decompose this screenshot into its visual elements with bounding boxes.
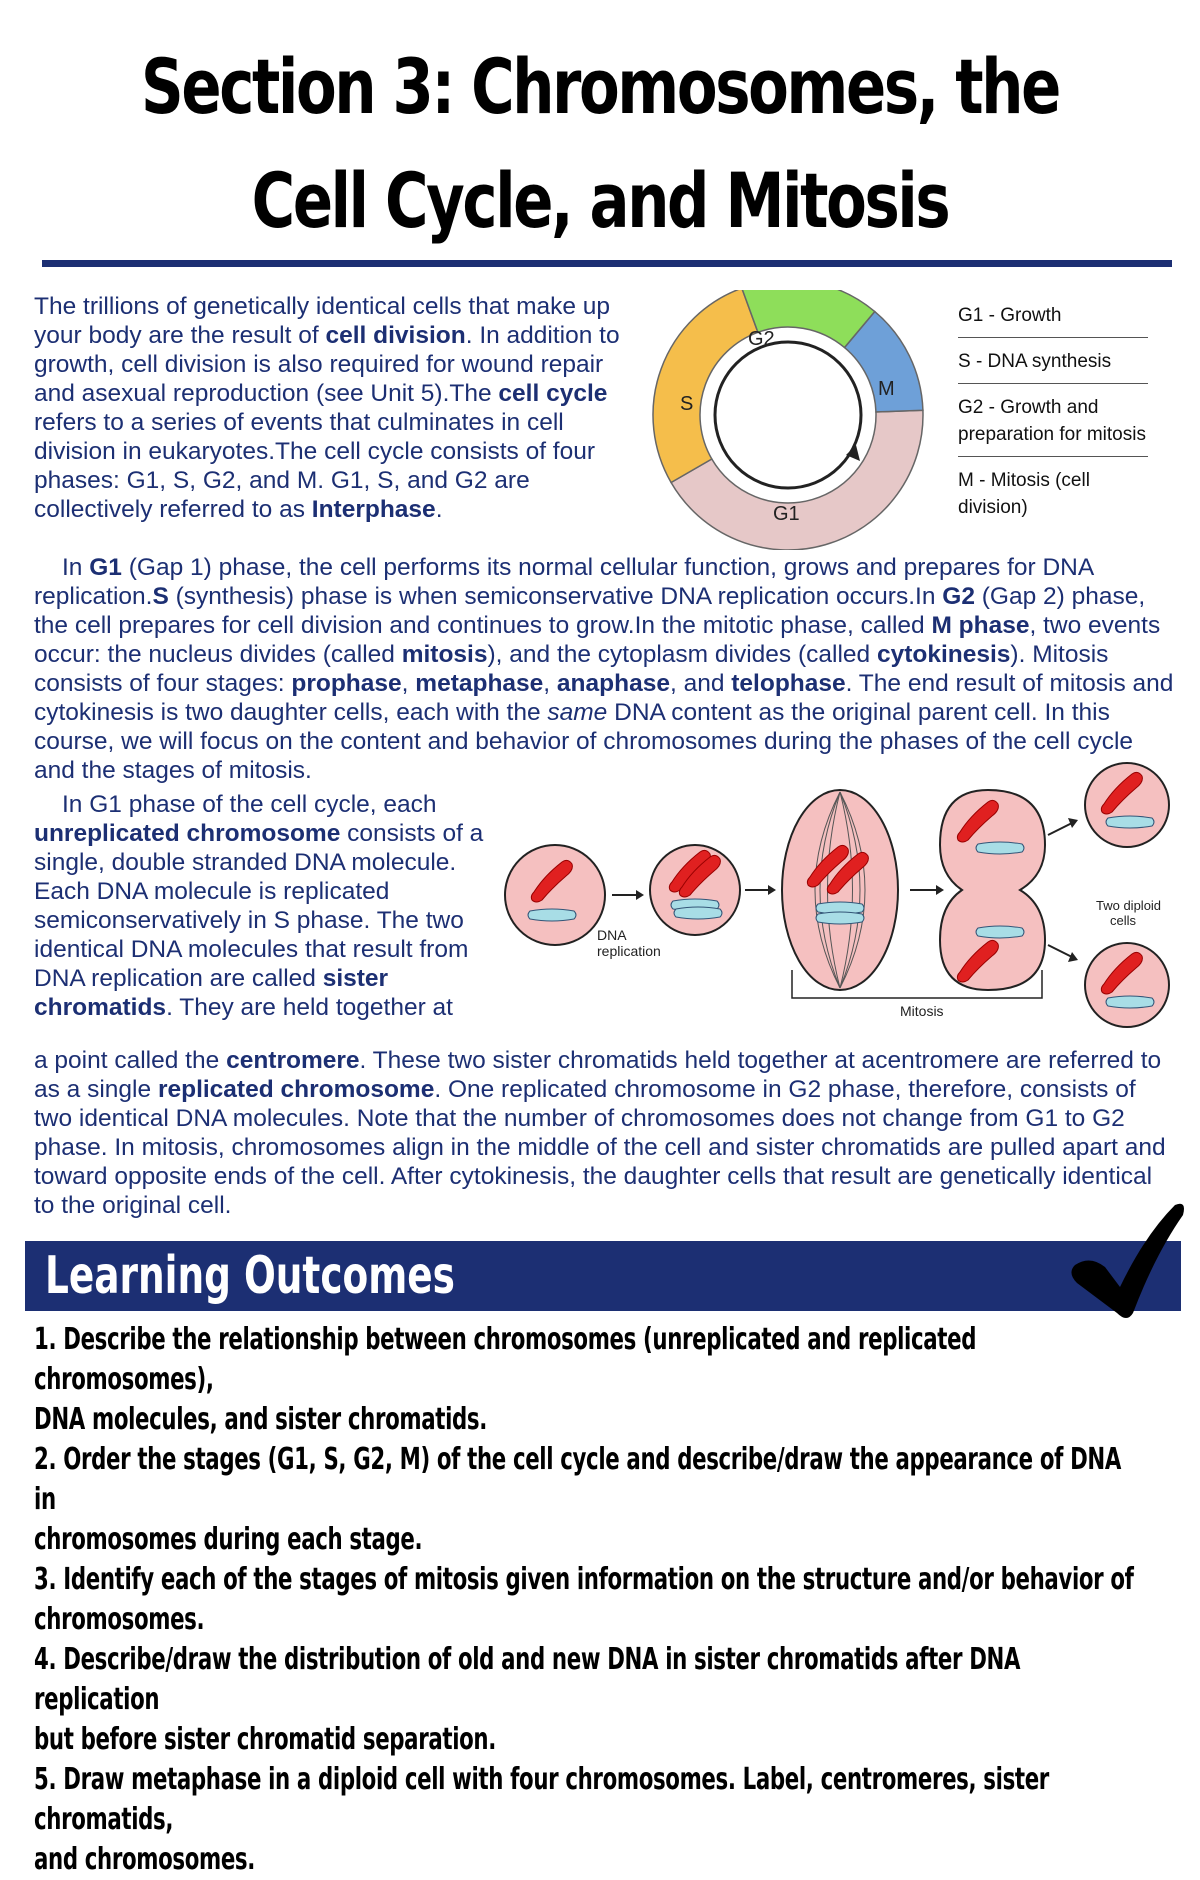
intro-text-3: refers to a series of events that culminates in cell division in eukaryotes.The cell cycle consists of four phases: G1, S, G2, and M. G1, S, and G2 are collectively referred to as	[34, 409, 596, 523]
arrow-icon	[936, 885, 944, 895]
term-cytokinesis: cytokinesis	[876, 641, 1011, 668]
label-g1: G1	[773, 503, 800, 525]
daughter-cell	[1085, 943, 1169, 1027]
outcome-line: chromosomes.	[34, 1602, 205, 1637]
intro-text-4: .	[435, 496, 443, 523]
term-cell-division: cell division	[325, 322, 466, 349]
chromosome-paragraph	[34, 790, 514, 1022]
arrow-icon	[768, 885, 776, 895]
label-s: S	[680, 393, 694, 415]
outcome-line: 4. Describe/draw the distribution of old and new DNA in sister chromatids after DNA replication	[34, 1642, 1021, 1717]
outcome-line: and chromosomes.	[34, 1842, 255, 1877]
term-replicated-chromosome: replicated chromosome	[157, 1076, 435, 1103]
text: In	[62, 554, 90, 581]
text: (Gap 2) phase, the cell prepares for cell division and continues to grow.In the mitotic phase, called	[34, 583, 1146, 639]
outcomes-list	[34, 1320, 1142, 1880]
term-cell-cycle: cell cycle	[498, 380, 608, 407]
text: ). Mitosis consists of four stages:	[34, 641, 1109, 697]
term-metaphase: metaphase	[415, 670, 544, 697]
arrow-icon	[636, 890, 644, 900]
blue-chromosome	[816, 912, 864, 924]
legend-item: S - DNA synthesis	[958, 346, 1148, 384]
text: , and	[669, 670, 732, 697]
daughter-cell	[1085, 763, 1169, 847]
outcome-line: 5. Draw metaphase in a diploid cell with four chromosomes. Label, centromeres, sister chromatids,	[34, 1762, 1049, 1837]
text: In G1 phase of the cell cycle, each	[62, 791, 437, 818]
emphasis-same: same	[547, 699, 608, 726]
cells-label: cells	[1110, 913, 1137, 928]
term-g1: G1	[89, 554, 122, 581]
dna-label: DNA	[597, 927, 627, 943]
text: (Gap 1) phase, the cell performs its normal cellular function, grows and prepares for DNA replication.	[34, 554, 1093, 610]
text: . They are held together at	[166, 994, 453, 1021]
text: (synthesis) phase is when semiconservative DNA replication occurs.In	[168, 583, 943, 610]
outcome-line: but before sister chromatid separation.	[34, 1722, 496, 1757]
term-g2: G2	[942, 583, 975, 610]
outcome-line: 2. Order the stages (G1, S, G2, M) of the cell cycle and describe/draw the appearance of DNA in	[34, 1442, 1122, 1517]
mitosis-diagram	[500, 760, 1180, 1040]
term-interphase: Interphase	[311, 496, 436, 523]
label-g2: G2	[748, 328, 775, 350]
title-divider	[42, 260, 1172, 267]
outcome-line: chromosomes during each stage.	[34, 1522, 423, 1557]
term-sister-chromatids: sister chromatids	[34, 965, 389, 1021]
outcome-line: DNA molecules, and sister chromatids.	[34, 1402, 487, 1437]
banner-title: Learning Outcomes	[45, 1246, 455, 1306]
mitosis-label: Mitosis	[900, 1003, 944, 1019]
text: a point called the	[34, 1047, 227, 1074]
cycle-arrow-ring	[715, 342, 861, 488]
term-prophase: prophase	[291, 670, 402, 697]
legend-item: G1 - Growth	[958, 300, 1148, 338]
learning-outcomes-banner	[25, 1241, 1181, 1311]
text: DNA content as the original parent cell. In this course, we will focus on the content and behavior of chromosomes during the phases of the cell cycle and the stages of mitosis.	[34, 699, 1134, 784]
title-line-1: Section 3: Chromosomes, the	[140, 42, 1060, 131]
text: . The end result of mitosis and cytokinesis is two daughter cells, each with the	[34, 670, 1174, 726]
page-title	[132, 30, 1068, 258]
text: ,	[401, 670, 416, 697]
term-unreplicated-chromosome: unreplicated chromosome	[34, 820, 341, 847]
blue-chromosome	[976, 842, 1024, 854]
blue-chromosome	[1106, 816, 1154, 828]
telophase-cell	[940, 790, 1045, 990]
cell-cycle-diagram	[628, 290, 938, 550]
intro-text-2: . In addition to growth, cell division is also required for wound repair and asexual reproduction (see Unit 5).The	[34, 322, 620, 407]
blue-chromosome	[976, 926, 1024, 938]
intro-paragraph	[34, 292, 624, 524]
phases-paragraph	[34, 553, 1174, 785]
text: ,	[543, 670, 557, 697]
title-line-2: Cell Cycle, and Mitosis	[251, 156, 949, 245]
text: consists of a single, double stranded DNA molecule. Each DNA molecule is replicated semiconservatively in S phase. The two identical DNA molecules that result from DNA replication are called	[34, 820, 484, 992]
blue-chromosome	[674, 907, 722, 919]
legend-item: M - Mitosis (cell division)	[958, 470, 1090, 518]
checkmark-icon	[1065, 1195, 1190, 1325]
term-anaphase: anaphase	[556, 670, 670, 697]
arrow-icon	[1068, 952, 1078, 962]
blue-chromosome	[528, 909, 576, 921]
term-m-phase: M phase	[931, 612, 1030, 639]
blue-chromosome	[1106, 996, 1154, 1008]
cycle-legend	[958, 300, 1148, 537]
text: , two events occur: the nucleus divides (called	[34, 612, 1161, 668]
outcome-line: 3. Identify each of the stages of mitosis given information on the structure and/or behavior of	[34, 1562, 1134, 1597]
outcome-line: 1. Describe the relationship between chromosomes (unreplicated and replicated chromosomes),	[34, 1322, 977, 1397]
term-centromere: centromere	[226, 1047, 360, 1074]
centromere-paragraph	[34, 1046, 1174, 1220]
parent-cell	[505, 845, 605, 945]
text: ), and the cytoplasm divides (called	[487, 641, 877, 668]
text: . These two sister chromatids held together at acentromere are referred to as a single	[34, 1047, 1162, 1103]
term-s: S	[152, 583, 169, 610]
replication-label: replication	[597, 943, 661, 959]
intro-text-1: The trillions of genetically identical cells that make up your body are the result of	[34, 293, 611, 349]
term-mitosis: mitosis	[401, 641, 488, 668]
arrow-icon	[1068, 818, 1078, 828]
label-m: M	[878, 378, 895, 400]
term-telophase: telophase	[731, 670, 846, 697]
two-diploid-label: Two diploid	[1096, 898, 1162, 913]
legend-item: G2 - Growth and preparation for mitosis	[958, 392, 1148, 457]
text: . One replicated chromosome in G2 phase, therefore, consists of two identical DNA molecules. Note that the number of chromosomes does not change from G1 to G2 phase. In mitosis, chromosomes align in the middle of the cell and sister chromatids are pulled apart and toward opposite ends of the cell. After cytokinesis, the daughter cells that result are genetically identical to the original cell.	[34, 1076, 1166, 1219]
